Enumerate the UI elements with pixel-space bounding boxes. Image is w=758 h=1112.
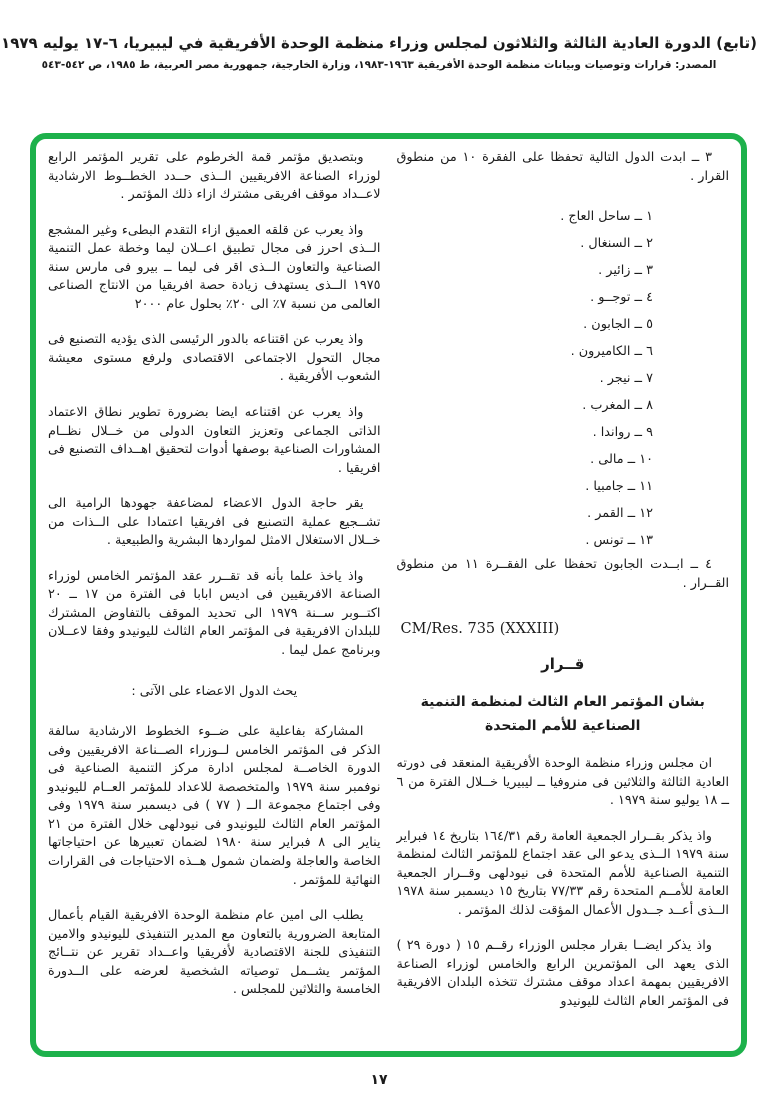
reservation-para-10: ٣ ــ ابدت الدول التالية تحفظا على الفقرة ١٠ من منطوق القرار . bbox=[396, 150, 729, 184]
list-item: ١٣ ــ تونس . bbox=[585, 533, 653, 549]
resolution-paragraph: يقر حاجة الدول الاعضاء لمضاعفة جهودها الرامية الى تشــجيع عملية التصنيع فى افريقيا اعتمادا على الــذات من خــلال الاستغلال الامثل لمواردها البشرية والطبيعية . bbox=[48, 496, 381, 549]
list-item: ١١ ــ جامبيا . bbox=[585, 479, 653, 495]
list-item: ٣ ــ زائير . bbox=[598, 263, 653, 279]
list-item: ١ ــ ساحل العاج . bbox=[560, 209, 653, 225]
urge-member-states-line: يحث الدول الاعضاء على الآتى : bbox=[131, 683, 298, 699]
left-column bbox=[48, 149, 381, 1041]
right-column bbox=[397, 149, 730, 1041]
resolution-paragraph: المشاركة بفاعلية على ضــوء الخطوط الارشادية سالفة الذكر فى المؤتمر الخامس لــوزراء الصــناعة الافريقيين وفى الدورة الخاصــة لمجلس ادارة مركز التنمية الصناعية فى نوفمبر سنة ١٩٧٩ والمتخصصة للاعداد للمؤتمر العــام لليونيدو وفى اجتماع مجموعة الــ ( ٧٧ ) فى ديسمبر سنة ١٩٧٩ وفى المؤتمر العام الثالث لليونيدو فى نيودلهى خلال الفترة من ٢١ يناير الى ٨ فبراير سنة ١٩٨٠ لضمان تعبيرها عن احتياجاتها الخاصة والعاجلة ولضمان شمول هــذه الاحتياجات فى القرارات النهائية للمؤتمر . bbox=[48, 724, 381, 888]
resolution-paragraph: واذ يذكر ايضــا بقرار مجلس الوزراء رقــم ١٥ ( دورة ٢٩ ) الذى يعهد الى المؤتمرين الرابع والخامس لوزراء الصناعة الافريقيين بمهمة اعداد موقف مشترك تتخذه البلدان الافريقية فى المؤتمر العام الثالث لليونيدو bbox=[396, 938, 729, 1009]
resolution-paragraph: يطلب الى امين عام منظمة الوحدة الافريقية القيام بأعمال المتابعة الضرورية بالتعاون مع المدير التنفيذى لليونيدو والامين التنفيذى للجنة الاقتصادية لأفريقيا واعــداد تقرير عن نتــائج المؤتمر يشــمل توصياته الشخصية لعرضه على الــدورة الخامسة والثلاثين للمجلس . bbox=[48, 908, 381, 998]
reservation-para-11: ٤ ــ ابــدت الجابون تحفظا على الفقــرة ١١ من منطوق القــرار . bbox=[396, 557, 729, 591]
list-item: ٢ ــ السنغال . bbox=[580, 236, 653, 252]
document-body bbox=[48, 149, 729, 1041]
resolution-paragraph: واذ ياخذ علما بأنه قد تقــرر عقد المؤتمر الخامس لوزراء الصناعة الافريقيين فى اديس ابابا فى الفترة من ١٧ ــ ٢٠ اكتــوبر ســنة ١٩٧٩ الى تحديد الموقف بالتفاوض المشترك للبلدان الافريقية فى المؤتمر العام الثالث لليونيدو وفقا لاعــلان وبرنامج عمل ليما . bbox=[48, 568, 381, 659]
list-item: ١٠ ــ مالى . bbox=[590, 452, 653, 468]
document-green-frame bbox=[30, 133, 747, 1057]
resolution-paragraph: وبتصديق مؤتمر قمة الخرطوم على تقرير المؤتمر الرابع لوزراء الصناعة الافريقيين الــذى حــدد الخطــوط الارشادية لاعــداد موقف افريقى مشترك ازاء ذلك المؤتمر . bbox=[48, 150, 381, 203]
resolution-paragraph: واذ يذكر بقــرار الجمعية العامة رقم ١٦٤/٣١ بتاريخ ١٤ فبراير سنة ١٩٧٩ الــذى يدعو الى عقد اجتماع للمؤتمر الثالث لمنظمة التنمية الصناعية للأمم المتحدة فى نيودلهى وقــرار الجمعية العامة للأمــم المتحدة رقم ٧٧/٣٣ بتاريخ ١٥ ديسمبر سنة ١٩٧٨ الــذى أعــد جــدول الأعمال المؤقت لذلك المؤتمر . bbox=[396, 828, 729, 918]
reserving-countries-list bbox=[397, 203, 730, 554]
resolution-paragraph: واذ يعرب عن اقتناعه بالدور الرئيسى الذى يؤديه التصنيع فى مجال التحول الاجتماعى الاقتصادى ولرفع مستوى معيشة الشعوب الأفريقية . bbox=[48, 332, 381, 385]
list-item: ١٢ ــ القمر . bbox=[587, 506, 653, 522]
list-item: ٨ ــ المغرب . bbox=[582, 398, 653, 414]
resolution-reference: CM/Res. 735 (XXXIII) bbox=[400, 621, 560, 638]
resolution-paragraph: واذ يعرب عن اقتناعه ايضا بضرورة تطوير نطاق الاعتماد الذاتى الجماعى وتعزيز التعاون الدولى من خــلال نظــام المشاورات الصناعية بوصفها أدوات لتحقيق اهــداف التصنيع فى افريقيا . bbox=[48, 405, 381, 476]
list-item: ٤ ــ توجــو . bbox=[590, 290, 653, 306]
page-header-session-line: (تابع) الدورة العادية الثالثة والثلاثون لمجلس وزراء منظمة الوحدة الأفريقية في ليبيريا، ٦-١٧ يوليه ١٩٧٩ bbox=[1, 34, 757, 52]
page-number: ١٧ bbox=[370, 1072, 388, 1088]
list-item: ٩ ــ رواندا . bbox=[592, 425, 653, 441]
resolution-paragraph: ان مجلس وزراء منظمة الوحدة الأفريقية المنعقد فى دورته العادية الثالثة والثلاثين فى منروفيا ــ ليبيريا خــلال الفترة من ٦ ــ ١٨ يوليو سنة ١٩٧٩ . bbox=[396, 755, 729, 809]
resolution-paragraph: واذ يعرب عن قلقه العميق ازاء التقدم البطىء وغير المشجع الــذى احرز فى مجال تطبيق اعــلان ليما وخطة عمل التنمية الصناعية والتعاون الــذى اقر فى ليما ــ بيرو فى مارس سنة ١٩٧٥ الــذى يستهدف زيادة حصة افريقيا من الانتاج الصناعى العالمى من نسبة ٧٪ الى ٢٠٪ بحلول عام ٢٠٠٠ bbox=[48, 222, 381, 312]
list-item: ٧ ــ نيجر . bbox=[599, 371, 653, 387]
resolution-title: قــرار bbox=[541, 655, 585, 674]
page-header-source-line: المصدر: قرارات وتوصيات وبيانات منظمة الوحدة الأفريقية ١٩٦٣-١٩٨٣، وزارة الخارجية، جمهورية مصر العربية، ط ١٩٨٥، ص ٥٤٢-٥٤٣ bbox=[41, 59, 717, 71]
list-item: ٥ ــ الجابون . bbox=[583, 317, 653, 333]
resolution-subject: بشان المؤتمر العام الثالث لمنظمة التنمية الصناعية للأمم المتحدة bbox=[420, 693, 705, 735]
list-item: ٦ ــ الكاميرون . bbox=[570, 344, 653, 360]
